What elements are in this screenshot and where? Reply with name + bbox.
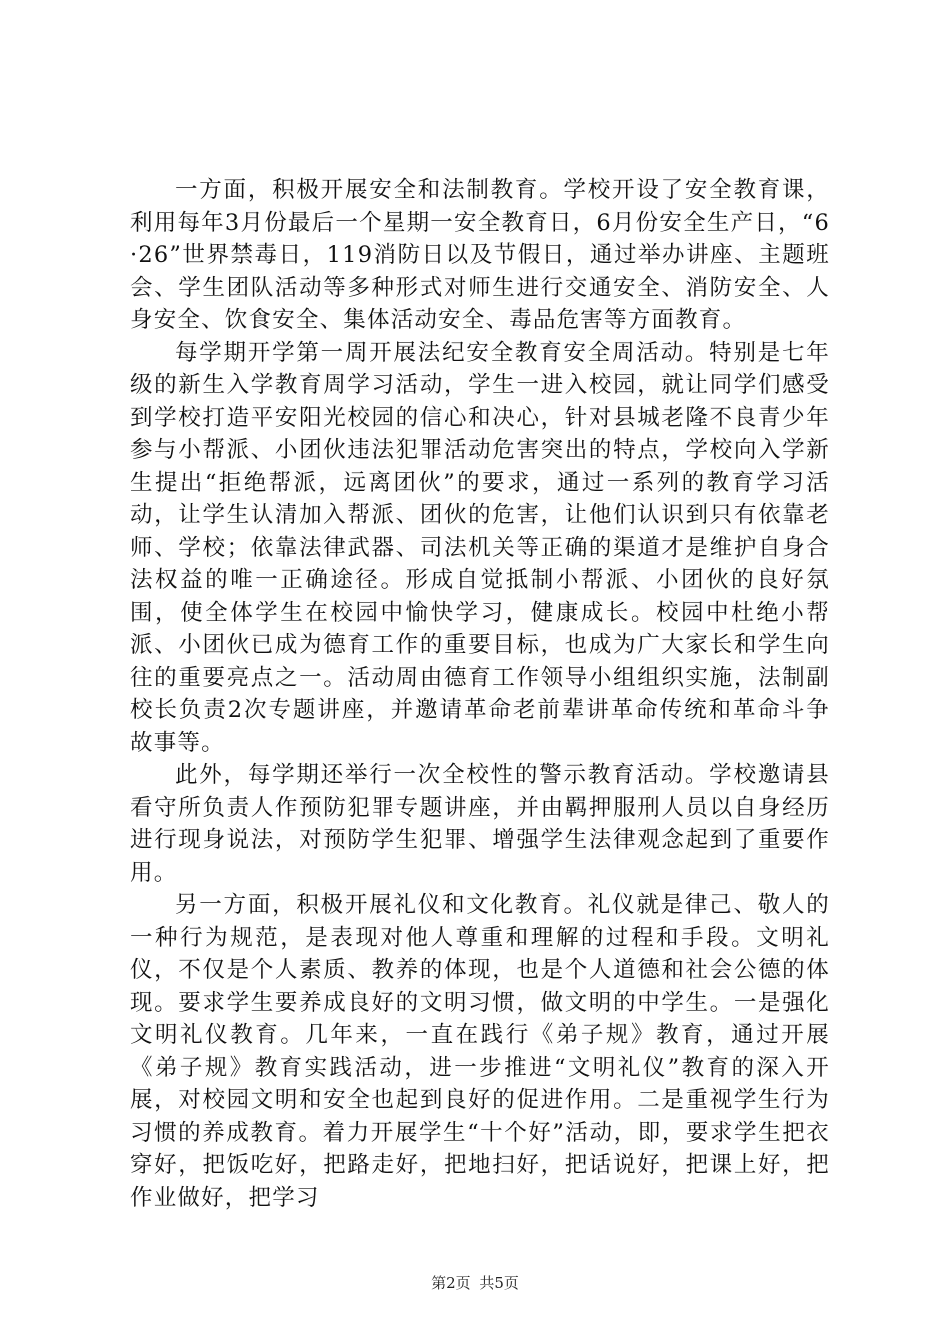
paragraph-warning-education: 此外，每学期还举行一次全校性的警示教育活动。学校邀请县看守所负责人作预防犯罪专题讲座，并由羁押服刑人员以自身经历进行现身说法，对预防学生犯罪、增强学生法律观念起到了重要作用。 xyxy=(130,762,830,886)
total-pages: 共5页 xyxy=(479,1274,519,1292)
page-number: 第2页 xyxy=(431,1274,471,1292)
document-body xyxy=(130,174,830,1214)
page-footer xyxy=(0,1273,950,1293)
paragraph-etiquette-culture-education: 另一方面，积极开展礼仪和文化教育。礼仪就是律己、敬人的一种行为规范，是表现对他人尊重和理解的过程和手段。文明礼仪，不仅是个人素质、教养的体现，也是个人道德和社会公德的体现。要求学生要养成良好的文明习惯，做文明的中学生。一是强化文明礼仪教育。几年来，一直在践行《弟子规》教育，通过开展《弟子规》教育实践活动，进一步推进“文明礼仪”教育的深入开展，对校园文明和安全也起到良好的促进作用。二是重视学生行为习惯的养成教育。着力开展学生“十个好”活动，即，要求学生把衣穿好，把饭吃好，把路走好，把地扫好，把话说好，把课上好，把作业做好，把学习 xyxy=(130,892,830,1211)
paragraph-safety-legal-education: 一方面，积极开展安全和法制教育。学校开设了安全教育课，利用每年3月份最后一个星期一安全教育日，6月份安全生产日，“6·26”世界禁毒日，119消防日以及节假日，通过举办讲座、主题班会、学生团队活动等多种形式对师生进行交通安全、消防安全、人身安全、饮食安全、集体活动安全、毒品危害等方面教育。 xyxy=(130,177,830,333)
paragraph-safety-week-activity: 每学期开学第一周开展法纪安全教育安全周活动。特别是七年级的新生入学教育周学习活动，学生一进入校园，就让同学们感受到学校打造平安阳光校园的信心和决心，针对县城老隆不良青少年参与小帮派、小团伙违法犯罪活动危害突出的特点，学校向入学新生提出“拒绝帮派，远离团伙”的要求，通过一系列的教育学习活动，让学生认清加入帮派、团伙的危害，让他们认识到只有依靠老师、学校；依靠法律武器、司法机关等正确的渠道才是维护自身合法权益的唯一正确途径。形成自觉抵制小帮派、小团伙的良好氛围，使全体学生在校园中愉快学习，健康成长。校园中杜绝小帮派、小团伙已成为德育工作的重要目标，也成为广大家长和学生向往的重要亮点之一。活动周由德育工作领导小组组织实施，法制副校长负责2次专题讲座，并邀请革命老前辈讲革命传统和革命斗争故事等。 xyxy=(130,339,830,756)
